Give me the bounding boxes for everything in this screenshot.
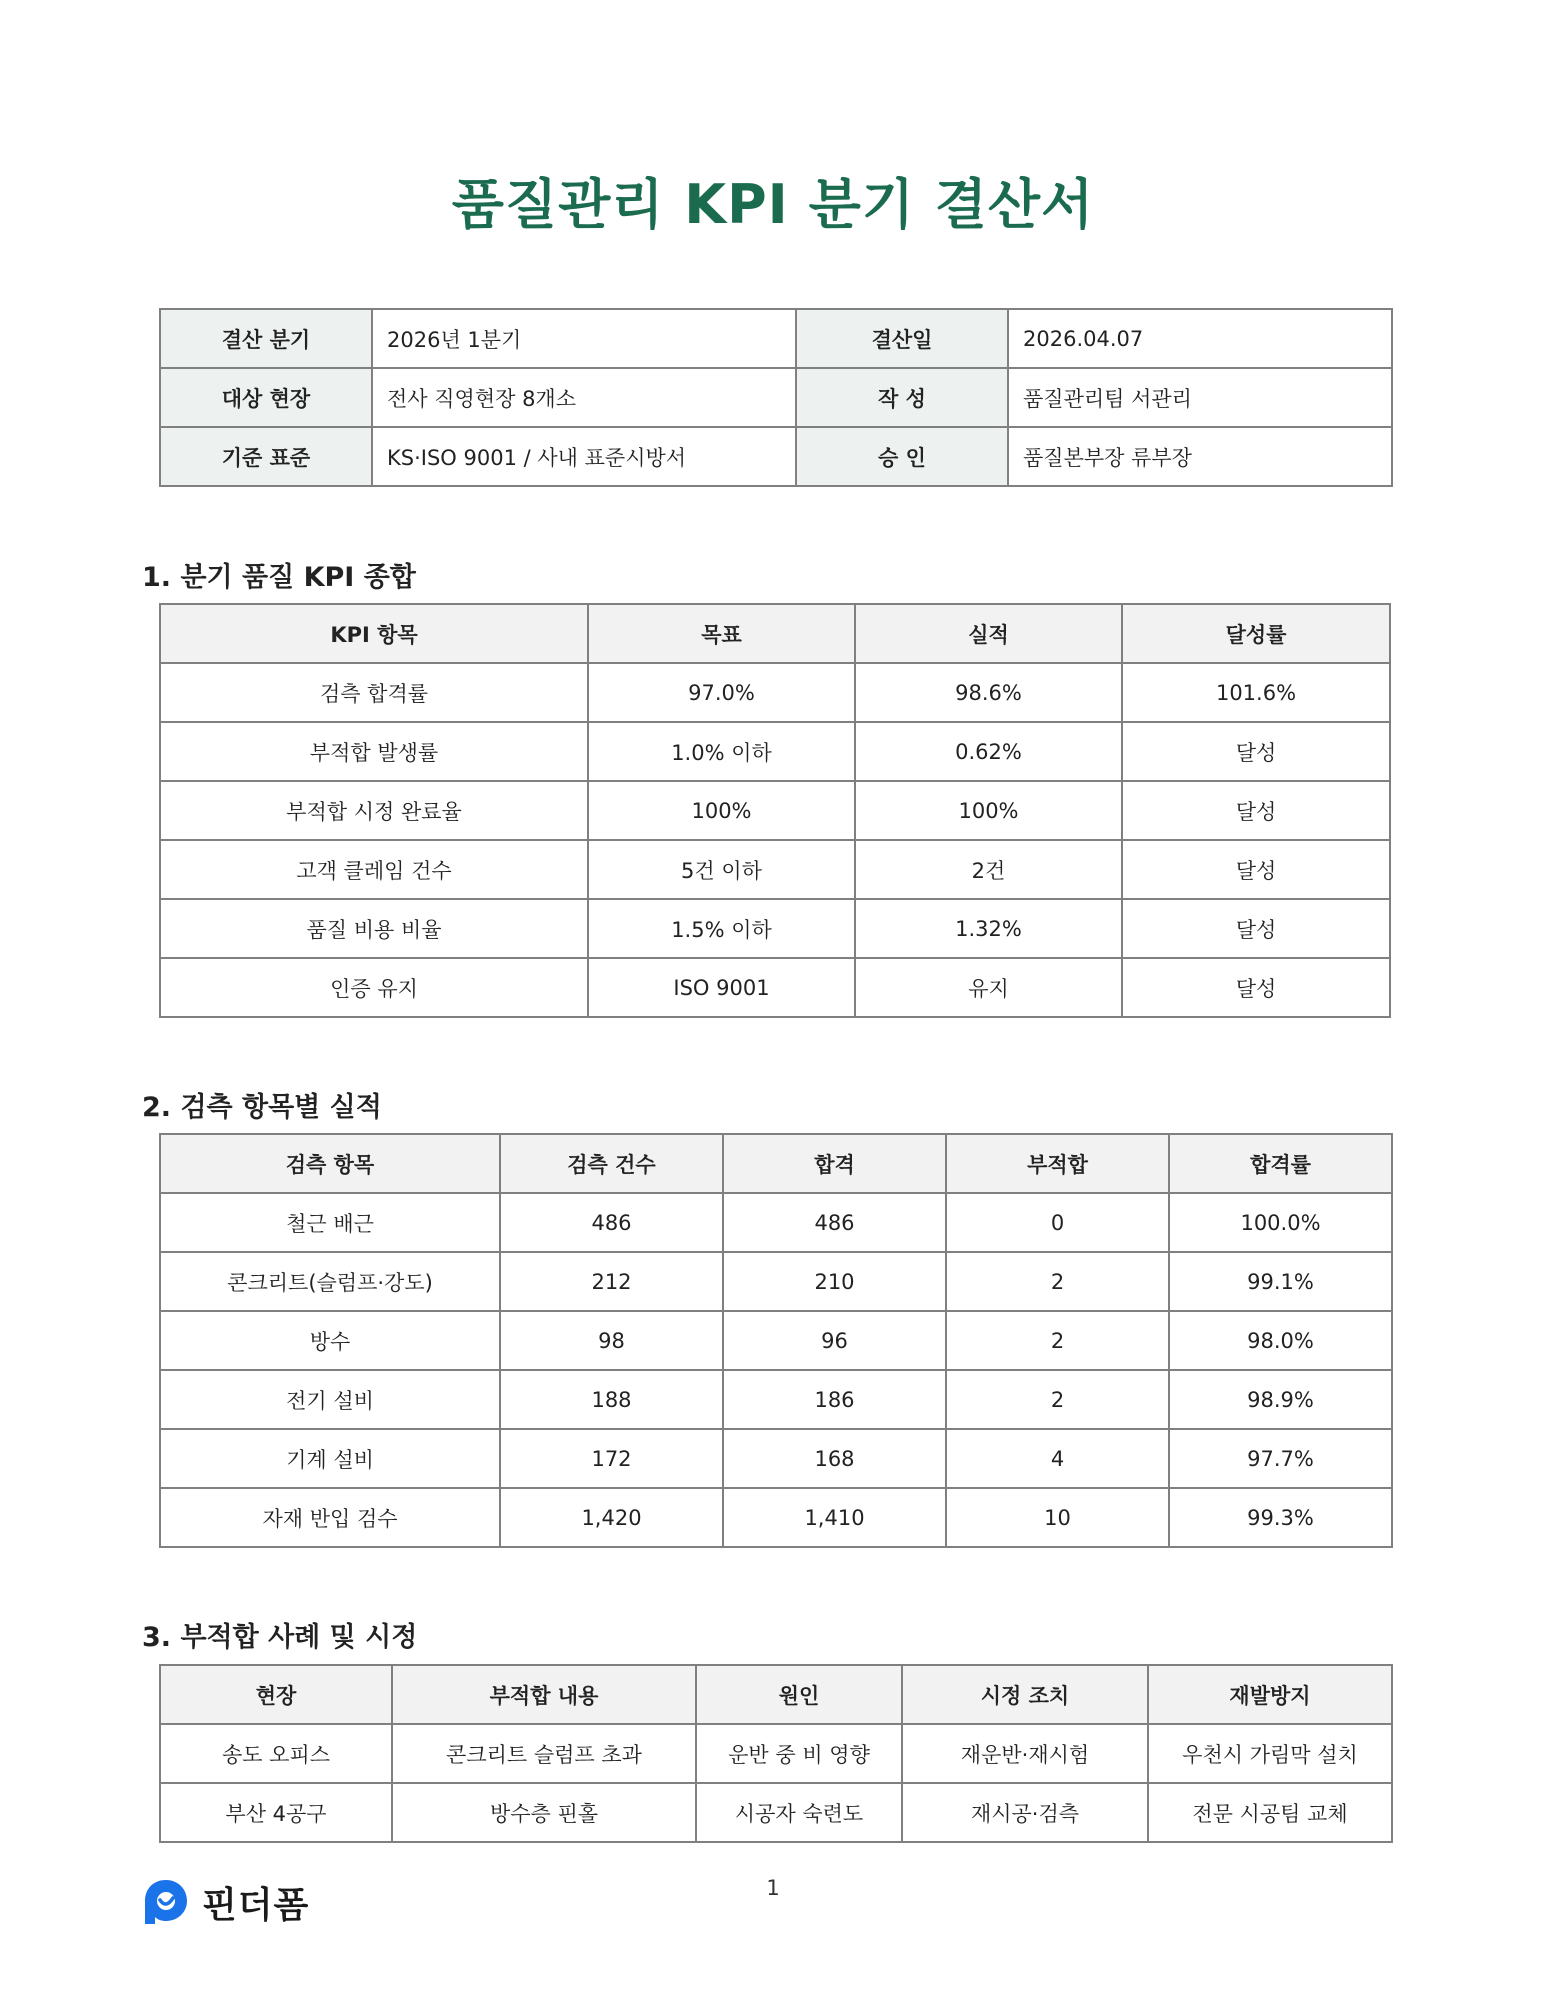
table-cell: 98.9%	[1169, 1370, 1392, 1429]
table-cell: 96	[723, 1311, 946, 1370]
table-row	[160, 899, 1390, 958]
table-cell: 486	[500, 1193, 723, 1252]
table-cell: 검측 합격률	[160, 663, 588, 722]
meta-key: 결산 분기	[160, 309, 372, 368]
table-cell: 달성	[1122, 958, 1390, 1017]
table-cell: 달성	[1122, 899, 1390, 958]
table-cell: 재시공·검측	[902, 1783, 1148, 1842]
table-cell: 방수	[160, 1311, 500, 1370]
column-header: 실적	[855, 604, 1122, 663]
table-cell: 100.0%	[1169, 1193, 1392, 1252]
table-cell: 100%	[588, 781, 855, 840]
table-cell: 10	[946, 1488, 1169, 1547]
table-cell: 172	[500, 1429, 723, 1488]
table-row	[160, 1311, 1392, 1370]
table-row	[160, 1724, 1392, 1783]
meta-value: 2026년 1분기	[372, 309, 796, 368]
table-cell: 101.6%	[1122, 663, 1390, 722]
table-cell: 2	[946, 1252, 1169, 1311]
table-cell: 고객 클레임 건수	[160, 840, 588, 899]
table-cell: 0	[946, 1193, 1169, 1252]
table-row	[160, 663, 1390, 722]
table-cell: 486	[723, 1193, 946, 1252]
table-cell: 우천시 가림막 설치	[1148, 1724, 1392, 1783]
nonconformance-cases-table	[159, 1664, 1393, 1843]
table-row	[160, 781, 1390, 840]
meta-key: 작 성	[796, 368, 1008, 427]
inspection-results-table	[159, 1133, 1393, 1548]
table-cell: 콘크리트(슬럼프·강도)	[160, 1252, 500, 1311]
column-header: 합격률	[1169, 1134, 1392, 1193]
table-cell: 1.32%	[855, 899, 1122, 958]
column-header: 부적합 내용	[392, 1665, 696, 1724]
column-header: 달성률	[1122, 604, 1390, 663]
table-row	[160, 1370, 1392, 1429]
table-cell: 2	[946, 1311, 1169, 1370]
table-cell: 4	[946, 1429, 1169, 1488]
table-cell: 210	[723, 1252, 946, 1311]
table-cell: 부적합 시정 완료율	[160, 781, 588, 840]
table-cell: 운반 중 비 영향	[696, 1724, 902, 1783]
meta-row	[160, 309, 1392, 368]
meta-key: 기준 표준	[160, 427, 372, 486]
table-cell: 달성	[1122, 722, 1390, 781]
column-header: 원인	[696, 1665, 902, 1724]
meta-row	[160, 427, 1392, 486]
table-row	[160, 1488, 1392, 1547]
table-cell: 1,420	[500, 1488, 723, 1547]
table-cell: 0.62%	[855, 722, 1122, 781]
meta-value: 2026.04.07	[1008, 309, 1392, 368]
table-cell: 99.3%	[1169, 1488, 1392, 1547]
meta-key: 결산일	[796, 309, 1008, 368]
table-cell: ISO 9001	[588, 958, 855, 1017]
table-cell: 1.0% 이하	[588, 722, 855, 781]
column-header: 부적합	[946, 1134, 1169, 1193]
kpi-summary-table	[159, 603, 1391, 1018]
document-title: 품질관리 KPI 분기 결산서	[451, 173, 1095, 236]
table-cell: 전문 시공팀 교체	[1148, 1783, 1392, 1842]
table-cell: 2	[946, 1370, 1169, 1429]
table-row	[160, 1252, 1392, 1311]
section-heading: 3. 부적합 사례 및 시정	[142, 1622, 418, 1653]
table-cell: 100%	[855, 781, 1122, 840]
column-header: 합격	[723, 1134, 946, 1193]
meta-row	[160, 368, 1392, 427]
meta-value: 품질본부장 류부장	[1008, 427, 1392, 486]
table-cell: 5건 이하	[588, 840, 855, 899]
table-row	[160, 1429, 1392, 1488]
section-heading: 2. 검측 항목별 실적	[142, 1092, 382, 1123]
table-cell: 철근 배근	[160, 1193, 500, 1252]
table-row	[160, 1783, 1392, 1842]
table-cell: 유지	[855, 958, 1122, 1017]
table-header-row	[160, 1665, 1392, 1724]
column-header: 재발방지	[1148, 1665, 1392, 1724]
meta-table	[159, 308, 1393, 487]
meta-key: 대상 현장	[160, 368, 372, 427]
meta-value: 전사 직영현장 8개소	[372, 368, 796, 427]
table-cell: 98	[500, 1311, 723, 1370]
table-cell: 방수층 핀홀	[392, 1783, 696, 1842]
table-cell: 달성	[1122, 840, 1390, 899]
column-header: 목표	[588, 604, 855, 663]
table-cell: 186	[723, 1370, 946, 1429]
table-cell: 97.0%	[588, 663, 855, 722]
page-number: 1	[766, 1876, 780, 1900]
table-cell: 인증 유지	[160, 958, 588, 1017]
table-cell: 98.6%	[855, 663, 1122, 722]
table-header-row	[160, 1134, 1392, 1193]
table-cell: 기계 설비	[160, 1429, 500, 1488]
table-cell: 시공자 숙련도	[696, 1783, 902, 1842]
table-cell: 188	[500, 1370, 723, 1429]
table-cell: 재운반·재시험	[902, 1724, 1148, 1783]
table-cell: 98.0%	[1169, 1311, 1392, 1370]
meta-key: 승 인	[796, 427, 1008, 486]
column-header: 검측 항목	[160, 1134, 500, 1193]
table-cell: 품질 비용 비율	[160, 899, 588, 958]
column-header: KPI 항목	[160, 604, 588, 663]
table-cell: 자재 반입 검수	[160, 1488, 500, 1547]
table-cell: 송도 오피스	[160, 1724, 392, 1783]
table-cell: 2건	[855, 840, 1122, 899]
table-row	[160, 722, 1390, 781]
column-header: 현장	[160, 1665, 392, 1724]
table-row	[160, 840, 1390, 899]
column-header: 시정 조치	[902, 1665, 1148, 1724]
meta-value: 품질관리팀 서관리	[1008, 368, 1392, 427]
table-cell: 168	[723, 1429, 946, 1488]
section-heading: 1. 분기 품질 KPI 종합	[142, 562, 416, 593]
table-cell: 부산 4공구	[160, 1783, 392, 1842]
table-cell: 99.1%	[1169, 1252, 1392, 1311]
table-cell: 달성	[1122, 781, 1390, 840]
brand-name: 핀더폼	[202, 1884, 310, 1926]
table-cell: 212	[500, 1252, 723, 1311]
table-header-row	[160, 604, 1390, 663]
table-cell: 97.7%	[1169, 1429, 1392, 1488]
table-cell: 부적합 발생률	[160, 722, 588, 781]
table-cell: 콘크리트 슬럼프 초과	[392, 1724, 696, 1783]
table-row	[160, 958, 1390, 1017]
meta-value: KS·ISO 9001 / 사내 표준시방서	[372, 427, 796, 486]
table-cell: 1.5% 이하	[588, 899, 855, 958]
table-cell: 전기 설비	[160, 1370, 500, 1429]
table-row	[160, 1193, 1392, 1252]
table-cell: 1,410	[723, 1488, 946, 1547]
column-header: 검측 건수	[500, 1134, 723, 1193]
